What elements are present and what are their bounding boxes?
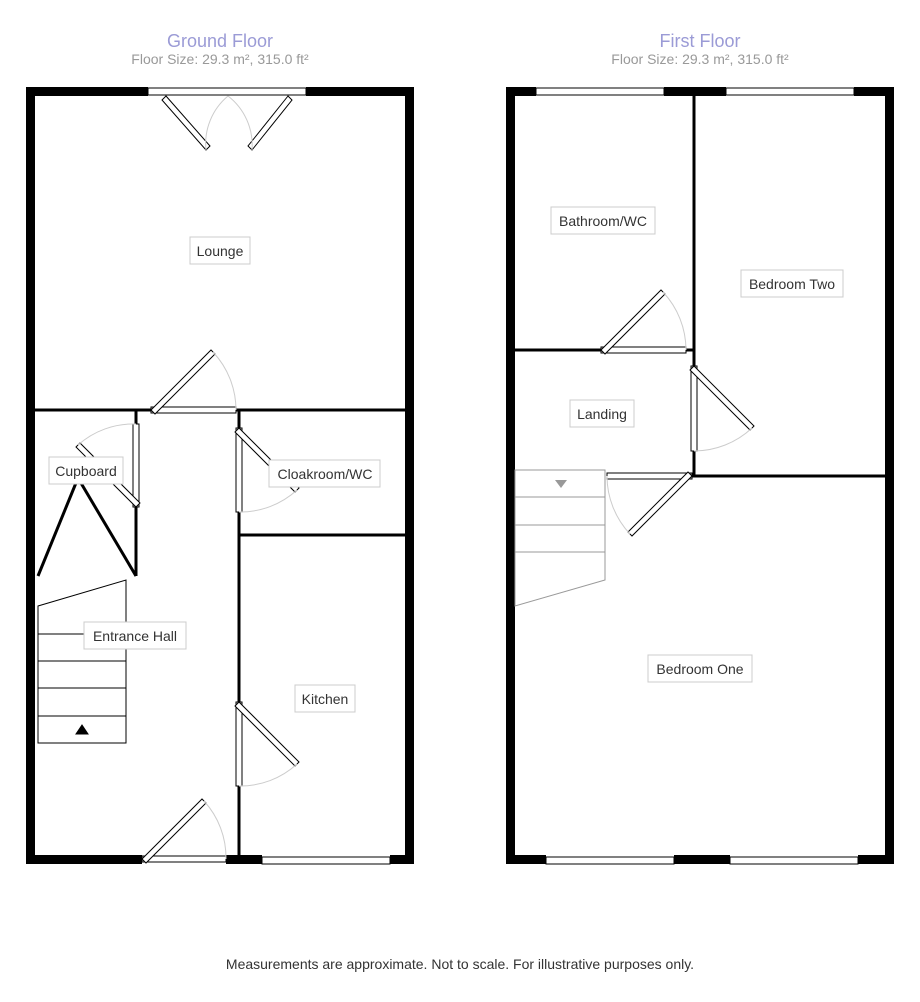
room-label-entrance-hall: Entrance Hall [92,628,178,644]
stairs-down-arrow-icon [555,480,567,488]
ground-floor-size: Floor Size: 29.3 m², 315.0 ft² [131,51,309,67]
ground-floor-plan [26,87,414,864]
stairs-up-arrow-icon [76,725,88,734]
ground-floor-stairs [38,580,126,743]
room-label-landing: Landing [577,406,627,422]
first-floor-title: First Floor [659,31,741,51]
disclaimer-footer: Measurements are approximate. Not to scale. For illustrative purposes only. [225,956,695,972]
room-label-bedroom-two: Bedroom Two [748,276,836,292]
first-floor-stairs [515,470,605,606]
room-label-lounge: Lounge [196,243,244,259]
first-floor-size: Floor Size: 29.3 m², 315.0 ft² [611,51,789,67]
room-label-bathroom: Bathroom/WC [559,213,647,229]
first-floor-plan [506,87,894,864]
ground-floor-title: Ground Floor [166,31,274,51]
room-label-kitchen: Kitchen [301,691,349,707]
room-label-bedroom-one: Bedroom One [656,661,744,677]
room-label-cupboard: Cupboard [55,463,117,479]
ground-floor-room-labels [49,237,380,712]
room-label-cloakroom: Cloakroom/WC [277,466,373,482]
